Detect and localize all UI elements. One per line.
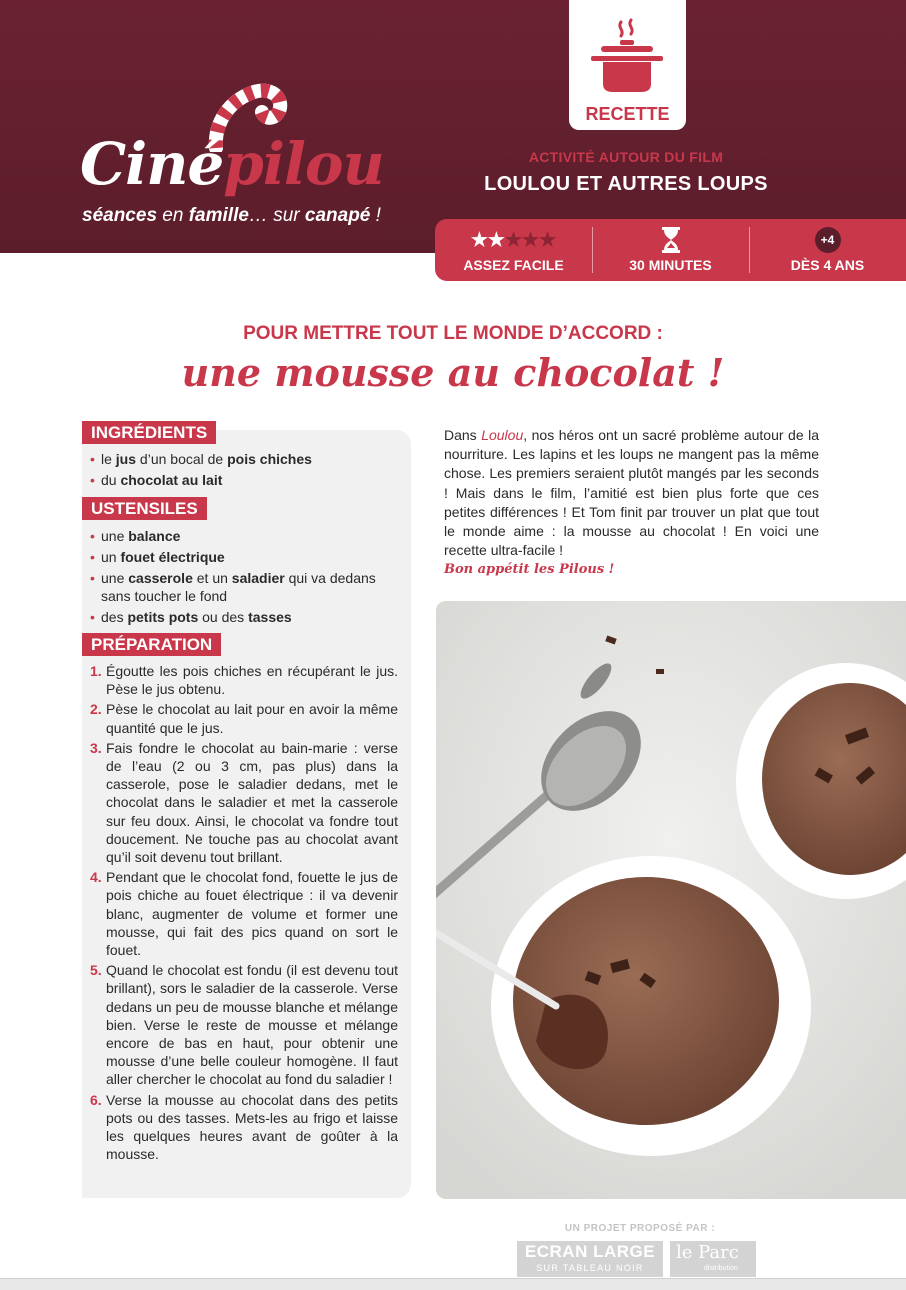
preparation-step [90,961,398,1088]
duration-label: 30 MINUTES [629,257,712,273]
preparation-step [90,739,398,866]
step-text: Pèse le chocolat au lait pour en avoir la même quantité que le jus. [106,701,398,736]
cooking-pot-icon [591,18,663,96]
list-item: • des petits pots ou des tasses [90,608,402,626]
signoff: Bon appétit les Pilous ! [444,562,615,577]
step-text: Quand le chocolat est fondu (il est devenu tout brillant), sors le saladier de la casserole. Verse dedans un peu de mousse blanche et mélange bien. Verse le reste de mousse et mélange encore de bas en haut, pour obtenir une mousse d’une belle couleur homogène. Il faut aller chercher le chocolat au fond du saladier ! [106,962,398,1088]
step-number: 6. [90,1091,102,1108]
cinepilou-logo: Cinépilou [80,130,384,198]
age-badge: +4 [815,227,841,253]
recipe-info-bar [435,219,906,281]
step-number: 2. [90,701,102,718]
list-item: • le jus d’un bocal de pois chiches [90,450,402,468]
preparation-step [90,1091,398,1164]
step-number: 1. [90,663,102,679]
step-number: 4. [90,869,102,886]
ecran-large-logo: ECRAN LARGE SUR TABLEAU NOIR [517,1241,663,1277]
star-empty-icon: ★ [522,229,540,251]
list-item: • une casserole et un saladier qui va dedans sans toucher le fond [90,569,402,605]
page-bottom-bar [0,1278,906,1290]
difficulty-label: ASSEZ FACILE [463,257,564,273]
ustensiles-heading: USTENSILES [82,497,207,520]
step-text: Fais fondre le chocolat au bain-marie : verse de l’eau (2 ou 3 cm, pas plus) dans la casserole, pose le saladier dedans, met le chocolat dans le saladier et met la casserole sur feu doux. Ainsi, le chocolat va fondre tout doucement. Ne touche pas au chocolat avant qu’il soit devenu tout brillant. [106,739,398,866]
preparation-step [90,662,398,698]
star-filled-icon: ★ [470,229,488,251]
ingredients-heading: INGRÉDIENTS [82,421,216,444]
film-name: Loulou [481,427,524,443]
mousse-illustration [436,601,906,1199]
header-band [0,0,906,253]
chocolate-mousse-photo [436,601,906,1199]
duration-cell [592,219,749,281]
recipe-title: une mousse au chocolat ! [181,350,725,395]
preparation-step [90,700,398,736]
difficulty-stars [471,227,556,253]
step-number: 5. [90,962,102,979]
list-item: • un fouet électrique [90,548,402,566]
preparation-heading: PRÉPARATION [82,633,221,656]
step-number: 3. [90,739,102,756]
age-label: DÈS 4 ANS [790,257,865,273]
recette-badge [569,0,686,130]
recipe-kicker: POUR METTRE TOUT LE MONDE D’ACCORD : [243,323,663,344]
step-text: Égoutte les pois chiches en récupérant le jus. Pèse le jus obtenu. [106,663,398,698]
star-empty-icon: ★ [504,229,523,251]
step-text: Pendant que le chocolat fond, fouette le jus de pois chiche au fouet électrique : il va devenir blanc, augmenter de volume et former une mousse, qui fait des pics quand on sort le fouet. [106,869,398,959]
age-cell [749,219,906,281]
le-parc-logo: le Parc distribution [670,1241,756,1277]
ingredients-list [90,450,402,492]
hourglass-icon [662,227,680,253]
preparation-step [90,868,398,959]
step-text: Verse la mousse au chocolat dans des petits pots ou des tasses. Mets-les au frigo et laisse les quelques heures avant de goûter à la mousse. [106,1091,398,1163]
list-item: • du chocolat au lait [90,471,402,489]
intro-paragraph: Dans Loulou, nos héros ont un sacré problème autour de la nourriture. Les lapins et les loups ne mangent pas la même chose. Les premiers seraient plutôt mangés par les seconds ! Mais dans le film, l’amitié est bien plus forte que ces petites différences ! Et Tom finit par trouver un plat que tout le monde aime : la mousse au chocolat ! En voici une recette ultra-facile ! [444,427,819,559]
ustensiles-list [90,527,402,629]
star-filled-icon: ★ [487,229,505,251]
film-title: LOULOU ET AUTRES LOUPS [484,173,768,195]
tagline: séances en famille… sur canapé ! [82,205,381,226]
star-empty-icon: ★ [539,229,557,251]
difficulty-cell [435,219,592,281]
activity-subtitle: ACTIVITÉ AUTOUR DU FILM [528,149,724,165]
list-item: • une balance [90,527,402,545]
credit-text: UN PROJET PROPOSÉ PAR : [564,1223,716,1234]
recette-label: RECETTE [585,104,670,124]
preparation-steps [90,662,398,1165]
